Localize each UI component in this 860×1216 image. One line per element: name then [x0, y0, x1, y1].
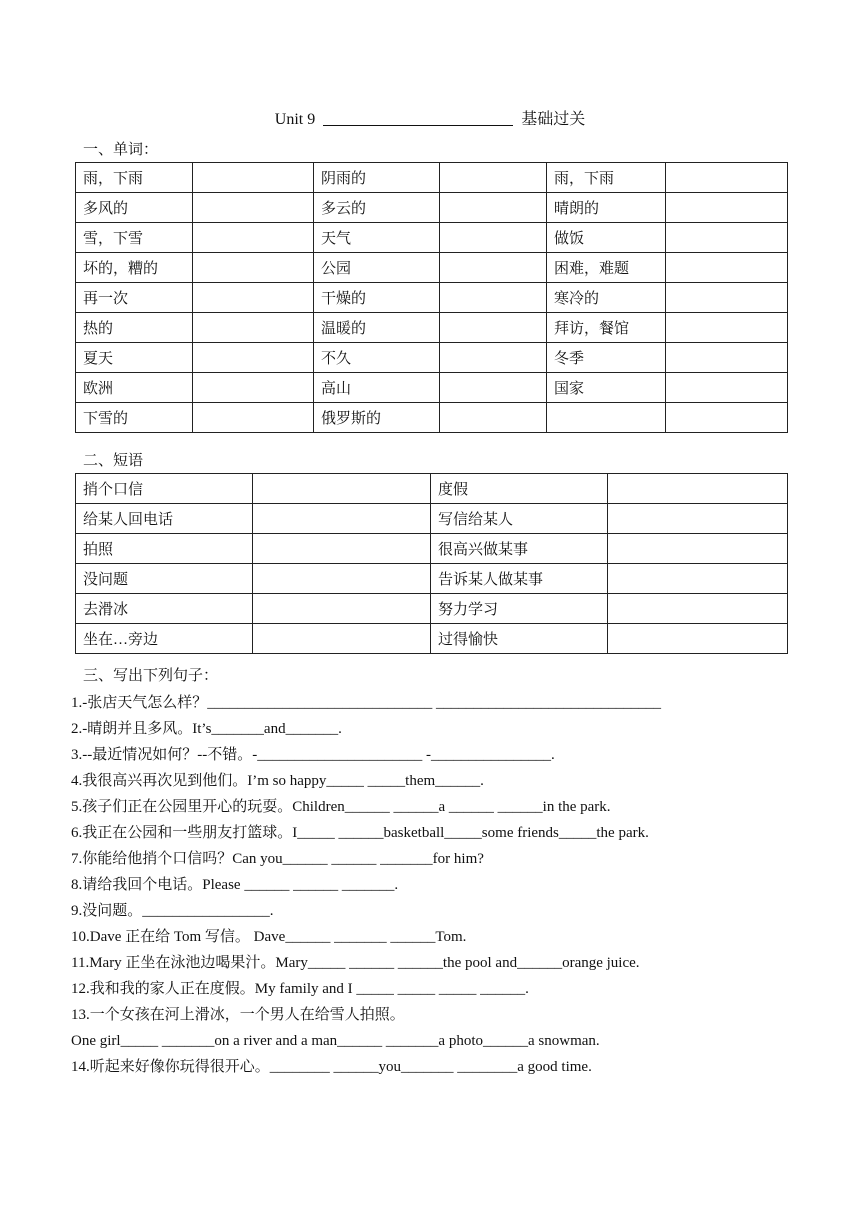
phrase-text: 努力学习 [431, 594, 608, 624]
vocab-answer-blank[interactable] [193, 343, 314, 373]
vocab-row [76, 253, 788, 283]
vocab-answer-blank[interactable] [440, 253, 547, 283]
phrase-row [76, 504, 788, 534]
vocab-row [76, 313, 788, 343]
vocab-word: 坏的，糟的 [76, 253, 193, 283]
phrase-text: 捎个口信 [76, 474, 253, 504]
sentence-list [71, 690, 831, 1080]
phrase-text: 给某人回电话 [76, 504, 253, 534]
vocab-word: 下雪的 [76, 403, 193, 433]
vocab-word: 公园 [314, 253, 440, 283]
phrase-answer-blank[interactable] [608, 624, 788, 654]
vocabulary-table [75, 162, 788, 433]
vocab-answer-blank[interactable] [666, 343, 788, 373]
vocab-answer-blank[interactable] [666, 313, 788, 343]
phrase-row [76, 534, 788, 564]
sentence-line: 13.一个女孩在河上滑冰，一个男人在给雪人拍照。 [71, 1007, 405, 1023]
vocab-answer-blank[interactable] [193, 193, 314, 223]
vocab-answer-blank[interactable] [440, 313, 547, 343]
phrase-answer-blank[interactable] [608, 564, 788, 594]
phrase-text: 告诉某人做某事 [431, 564, 608, 594]
sentence-line: 2.-晴朗并且多风。It’s_______and_______. [71, 721, 342, 737]
phrase-answer-blank[interactable] [253, 504, 431, 534]
vocab-word: 做饭 [547, 223, 666, 253]
vocab-word: 欧洲 [76, 373, 193, 403]
vocab-word: 雪，下雪 [76, 223, 193, 253]
phrase-text: 拍照 [76, 534, 253, 564]
vocab-word: 雨，下雨 [547, 163, 666, 193]
vocab-word: 俄罗斯的 [314, 403, 440, 433]
sentence-line: 5.孩子们正在公园里开心的玩耍。Children______ ______a ______ ______in the park. [71, 799, 611, 815]
vocab-answer-blank[interactable] [666, 163, 788, 193]
phrase-row [76, 594, 788, 624]
vocab-answer-blank[interactable] [666, 373, 788, 403]
vocab-word: 拜访，餐馆 [547, 313, 666, 343]
vocab-answer-blank[interactable] [440, 373, 547, 403]
sentence-line: 8.请给我回个电话。Please ______ ______ _______. [71, 877, 399, 893]
sentence-line: 12.我和我的家人正在度假。My family and I _____ _____ _____ ______. [71, 981, 529, 997]
vocab-answer-blank[interactable] [193, 223, 314, 253]
vocab-word: 晴朗的 [547, 193, 666, 223]
phrase-text: 没问题 [76, 564, 253, 594]
sentence-line: 3.--最近情况如何？--不错。-______________________ -________________. [71, 747, 555, 763]
vocab-word: 干燥的 [314, 283, 440, 313]
vocab-word: 多云的 [314, 193, 440, 223]
vocab-word: 夏天 [76, 343, 193, 373]
phrase-answer-blank[interactable] [253, 594, 431, 624]
vocab-word: 温暖的 [314, 313, 440, 343]
vocab-answer-blank[interactable] [440, 193, 547, 223]
phrase-text: 很高兴做某事 [431, 534, 608, 564]
vocab-answer-blank[interactable] [666, 223, 788, 253]
vocab-row [76, 223, 788, 253]
vocab-row [76, 373, 788, 403]
phrase-answer-blank[interactable] [253, 564, 431, 594]
vocab-word: 困难，难题 [547, 253, 666, 283]
vocab-word: 再一次 [76, 283, 193, 313]
vocab-row [76, 193, 788, 223]
vocab-answer-blank[interactable] [666, 283, 788, 313]
sentence-line: 7.你能给他捎个口信吗？Can you______ ______ _______for him? [71, 851, 484, 867]
sentence-line: 14.听起来好像你玩得很开心。________ ______you_______ ________a good time. [71, 1059, 592, 1075]
phrase-answer-blank[interactable] [253, 534, 431, 564]
vocab-word: 高山 [314, 373, 440, 403]
vocab-answer-blank[interactable] [193, 313, 314, 343]
vocab-answer-blank[interactable] [193, 373, 314, 403]
sentence-line: One girl_____ _______on a river and a man______ _______a photo______a snowman. [71, 1033, 600, 1049]
vocab-answer-blank[interactable] [666, 193, 788, 223]
phrase-answer-blank[interactable] [253, 624, 431, 654]
phrase-text: 过得愉快 [431, 624, 608, 654]
vocab-answer-blank[interactable] [440, 403, 547, 433]
vocab-word: 冬季 [547, 343, 666, 373]
phrase-answer-blank[interactable] [608, 504, 788, 534]
title-suffix: 基础过关 [521, 111, 586, 128]
phrase-row [76, 474, 788, 504]
phrase-answer-blank[interactable] [253, 474, 431, 504]
vocab-row [76, 163, 788, 193]
vocab-word: 天气 [314, 223, 440, 253]
phrase-answer-blank[interactable] [608, 474, 788, 504]
title-unit: Unit 9 [274, 111, 316, 128]
sentence-line: 1.-张店天气怎么样？______________________________ ______________________________ [71, 695, 661, 711]
vocab-row [76, 403, 788, 433]
vocab-word: 雨，下雨 [76, 163, 193, 193]
vocab-word: 国家 [547, 373, 666, 403]
phrase-text: 坐在…旁边 [76, 624, 253, 654]
vocab-answer-blank[interactable] [440, 343, 547, 373]
vocab-answer-blank[interactable] [193, 163, 314, 193]
sentence-line: 11.Mary 正坐在泳池边喝果汁。Mary_____ ______ ______the pool and______orange juice. [71, 955, 640, 971]
phrases-table [75, 473, 788, 654]
vocab-answer-blank[interactable] [193, 283, 314, 313]
phrase-answer-blank[interactable] [608, 534, 788, 564]
vocab-answer-blank[interactable] [440, 223, 547, 253]
sentence-line: 6.我正在公园和一些朋友打篮球。I_____ ______basketball_____some friends_____the park. [71, 825, 649, 841]
vocab-word: 阴雨的 [314, 163, 440, 193]
sentence-line: 4.我很高兴再次见到他们。I’m so happy_____ _____them______. [71, 773, 484, 789]
vocab-word: 多风的 [76, 193, 193, 223]
phrase-answer-blank[interactable] [608, 594, 788, 624]
phrase-text: 写信给某人 [431, 504, 608, 534]
section2-heading: 二、短语 [83, 453, 144, 469]
vocab-row [76, 283, 788, 313]
phrase-text: 去滑冰 [76, 594, 253, 624]
phrase-row [76, 624, 788, 654]
vocab-word: 热的 [76, 313, 193, 343]
vocab-answer-blank[interactable] [666, 253, 788, 283]
vocab-word [547, 403, 666, 433]
phrase-row [76, 564, 788, 594]
vocab-row [76, 343, 788, 373]
vocab-answer-blank[interactable] [193, 253, 314, 283]
sentence-line: 10.Dave 正在给 Tom 写信。 Dave______ _______ ______Tom. [71, 929, 467, 945]
sentence-line: 9.没问题。_________________. [71, 903, 274, 919]
vocab-answer-blank[interactable] [193, 403, 314, 433]
vocab-word: 寒冷的 [547, 283, 666, 313]
section1-heading: 一、单词： [83, 142, 159, 158]
title-blank [323, 109, 513, 126]
vocab-answer-blank[interactable] [666, 403, 788, 433]
section3-heading: 三、写出下列句子： [83, 668, 219, 684]
phrase-text: 度假 [431, 474, 608, 504]
vocab-answer-blank[interactable] [440, 283, 547, 313]
page-title [0, 108, 860, 132]
vocab-word: 不久 [314, 343, 440, 373]
vocab-answer-blank[interactable] [440, 163, 547, 193]
